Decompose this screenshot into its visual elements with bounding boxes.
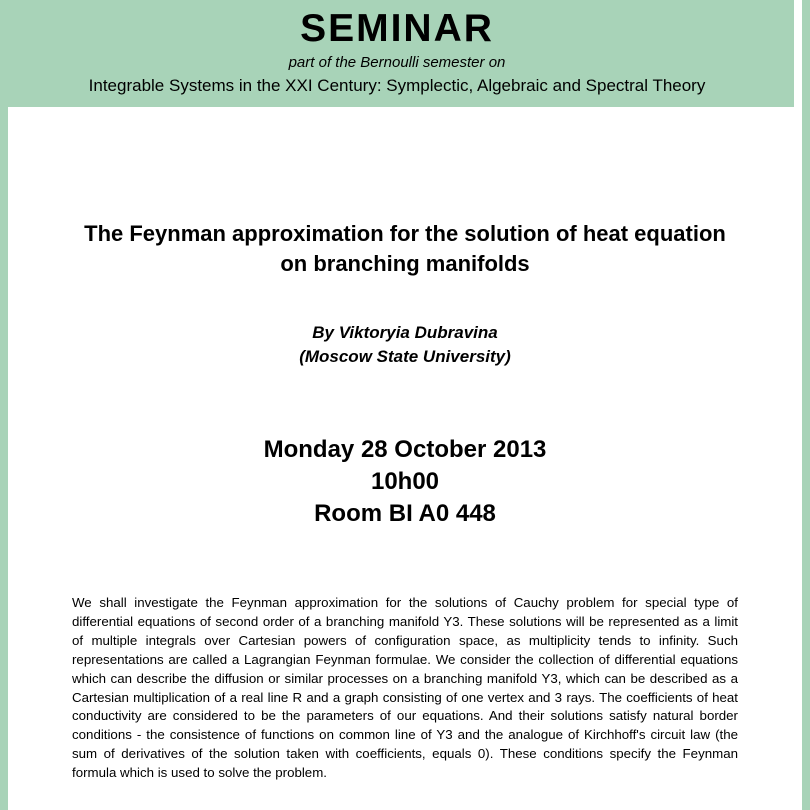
talk-date: Monday 28 October 2013 [263, 436, 547, 464]
talk-title [30, 219, 780, 278]
banner-subtitle-line1: part of the Bernoulli semester on [288, 53, 506, 71]
talk-time: 10h00 [370, 468, 440, 496]
talk-title-line1: The Feynman approximation for the solution of heat equation [84, 221, 726, 247]
banner-title: SEMINAR [300, 7, 494, 50]
speaker-name: By Viktoryia Dubravina [312, 322, 498, 342]
speaker-affiliation: (Moscow State University) [299, 346, 511, 366]
speaker-block [30, 321, 780, 369]
banner-subtitle-line2: Integrable Systems in the XXI Century: Symplectic, Algebraic and Spectral Theory [88, 76, 706, 96]
talk-title-line2: on branching manifolds [280, 251, 530, 277]
seminar-banner [0, 0, 794, 107]
abstract-text: We shall investigate the Feynman approximation for the solutions of Cauchy problem for special type of differential equations of second order of a branching manifold Y3. These solutions will be represented as a limit of multiple integrals over Cartesian powers of configuration space, as multiplicity tends to infinity. Such representations are called a Lagrangian Feynman formulae. We consider the collection of differential equations which can describe the diffusion or similar processes on a branching manifold Y3, which can be described as a Cartesian multiplication of a real line R and a graph consisting of one vertex and 3 rays. The coefficients of heat conductivity are considered to be the parameters of our equations. And their solutions satisfy natural border conditions - the consistence of functions on common line of Y3 and the analogue of Kirchhoff's circuit law (the sum of derivatives of the solution taken with coefficients, equals 0). These conditions specify the Feynman formula which is used to solve the problem. [72, 595, 738, 781]
schedule-block [30, 434, 780, 530]
talk-room: Room BI A0 448 [314, 500, 496, 528]
poster-content [8, 219, 802, 782]
